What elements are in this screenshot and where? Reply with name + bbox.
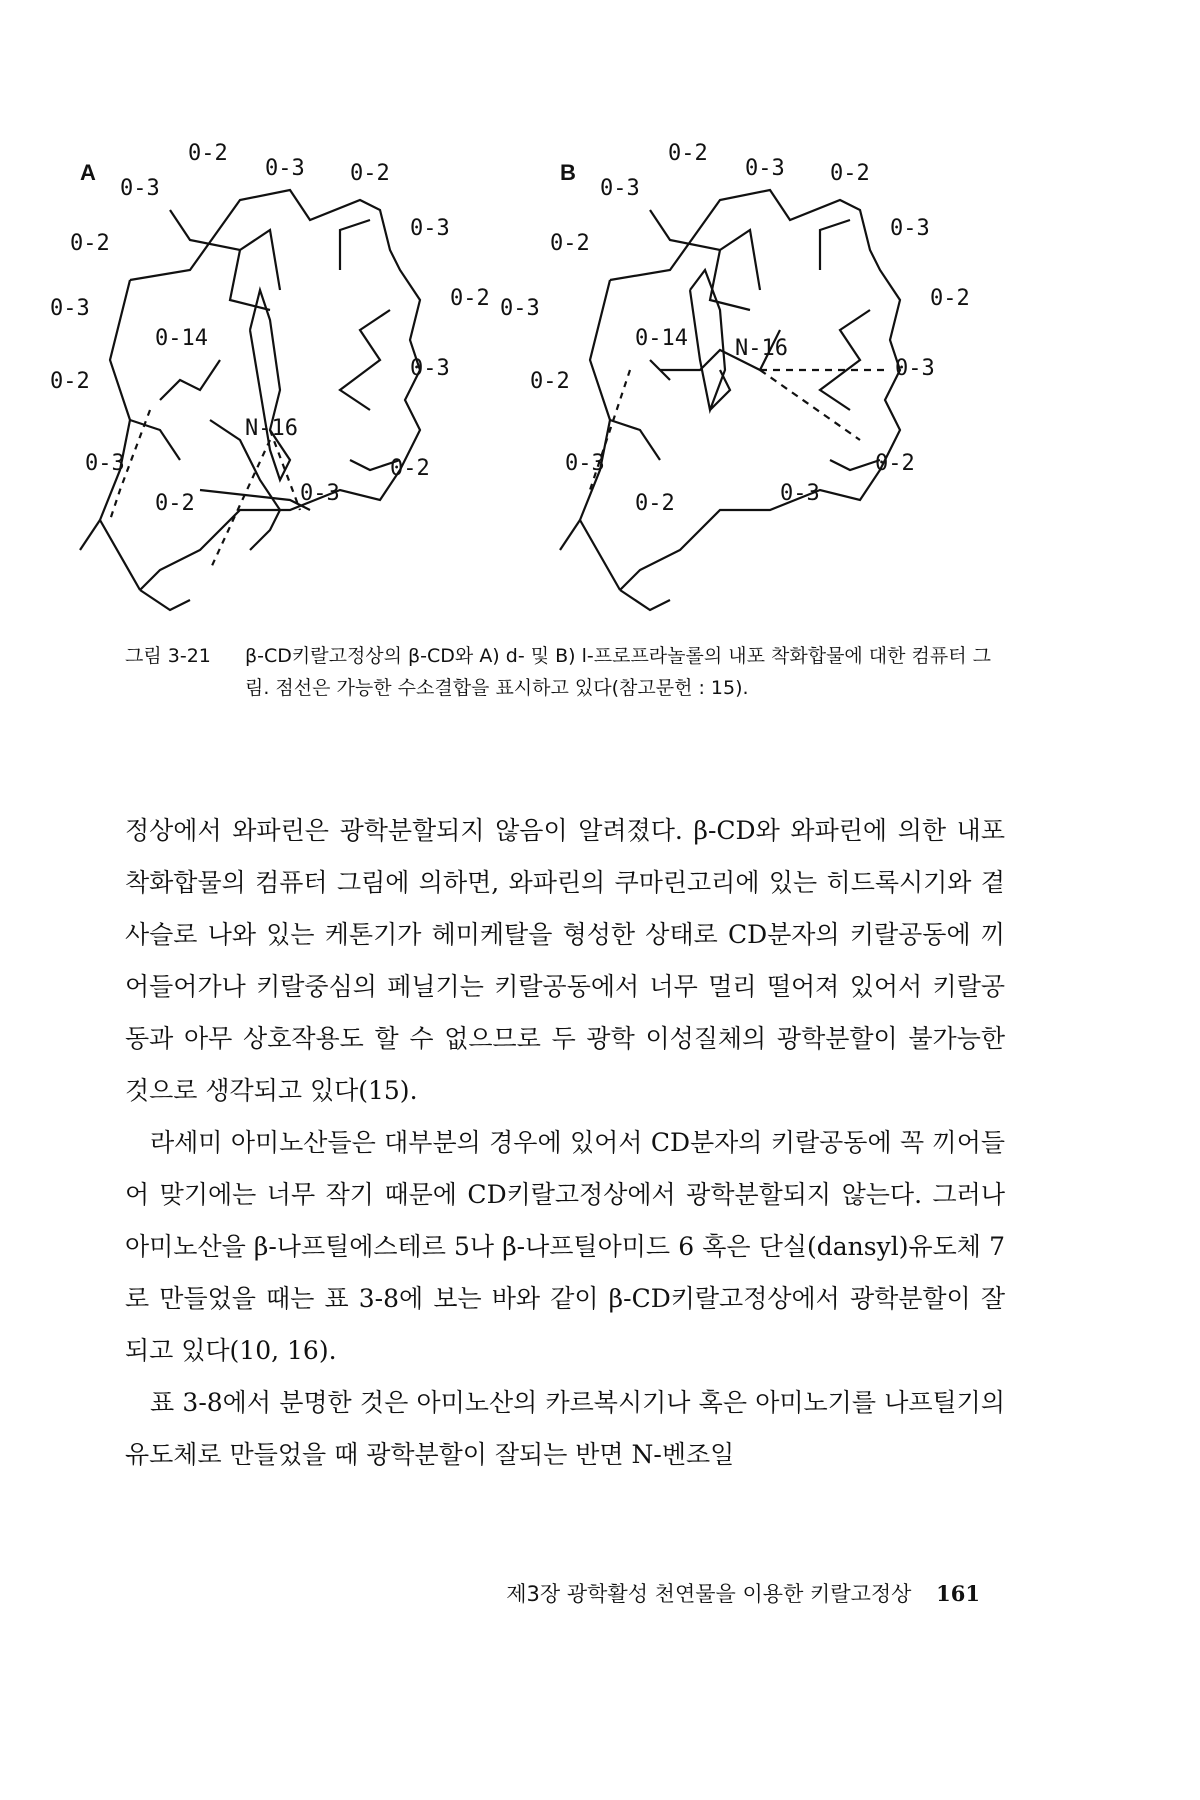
panel-b-label-10: 0-14 xyxy=(635,326,688,351)
panel-b-label-16: 0-3 xyxy=(780,481,820,506)
chapter-title: 제3장 광학활성 천연물을 이용한 키랄고정상 xyxy=(506,1582,912,1606)
panel-b-label-15: 0-2 xyxy=(635,491,675,516)
panel-a-label-8: 0-3 xyxy=(50,296,90,321)
panel-b-label-8: 0-3 xyxy=(500,296,540,321)
panel-b-label-9: 0-2 xyxy=(530,369,570,394)
panel-a-label-4: 0-3 xyxy=(265,156,305,181)
panel-b-label-13: 0-3 xyxy=(895,356,935,381)
panel-a-label-9: 0-2 xyxy=(50,369,90,394)
panel-b-label-11: N-16 xyxy=(735,336,788,361)
panel-a-label-14: 0-3 xyxy=(85,451,125,476)
panel-a-label-1: 0-2 xyxy=(188,141,228,166)
panel-b-label-6: 0-3 xyxy=(890,216,930,241)
panel-a-label-11: 0-2 xyxy=(390,456,430,481)
panel-b-label-3: 0-2 xyxy=(550,231,590,256)
panel-b-label: B xyxy=(560,160,576,185)
caption-text: β-CD키랄고정상의 β-CD와 A) d- 및 B) l-프로프라놀롤의 내포 착화합물에 대한 컴퓨터 그림. 점선은 가능한 수소결합을 표시하고 있다(참고문헌 : 15). xyxy=(245,645,992,699)
panel-a-label-12: 0-3 xyxy=(410,356,450,381)
page-number: 161 xyxy=(936,1581,980,1606)
panel-b xyxy=(500,141,970,610)
panel-a-label-6: 0-3 xyxy=(410,216,450,241)
paragraph-2: 라세미 아미노산들은 대부분의 경우에 있어서 CD분자의 키랄공동에 꼭 끼어들어 맞기에는 너무 작기 때문에 CD키랄고정상에서 광학분할되지 않는다. 그러나 아미노산을 β-나프틸에스테르 5나 β-나프틸아미드 6 혹은 단실(dansyl)유도체 7로 만들었을 때는 표 3-8에 보는 바와 같이 β-CD키랄고정상에서 광학분할이 잘되고 있다(10, 16). xyxy=(125,1128,1005,1365)
panel-b-label-14: 0-3 xyxy=(565,451,605,476)
paragraph-3: 표 3-8에서 분명한 것은 아미노산의 카르복시기나 혹은 아미노기를 나프틸기의 유도체로 만들었을 때 광학분할이 잘되는 반면 N-벤조일 xyxy=(125,1388,1005,1469)
figure-svg xyxy=(40,130,1120,620)
panel-b-label-5: 0-2 xyxy=(830,161,870,186)
figure-caption xyxy=(125,640,1005,704)
panel-a xyxy=(50,141,490,610)
panel-b-label-1: 0-2 xyxy=(668,141,708,166)
panel-b-label-7: 0-2 xyxy=(930,286,970,311)
panel-a-label-16: 0-3 xyxy=(300,481,340,506)
caption-label: 그림 3-21 xyxy=(125,645,211,667)
page-footer xyxy=(400,1578,980,1608)
figure-cyclodextrin-complexes xyxy=(40,130,1120,620)
panel-a-label: A xyxy=(80,160,96,185)
paragraph-1: 정상에서 와파린은 광학분할되지 않음이 알려졌다. β-CD와 와파린에 의한 내포 착화합물의 컴퓨터 그림에 의하면, 와파린의 쿠마린고리에 있는 히드록시기와 곁사슬로 나와 있는 케톤기가 헤미케탈을 형성한 상태로 CD분자의 키랄공동에 끼어들어가나 키랄중심의 페닐기는 키랄공동에서 너무 멀리 떨어져 있어서 키랄공동과 아무 상호작용도 할 수 없으므로 두 광학 이성질체의 광학분할이 불가능한 것으로 생각되고 있다(15). xyxy=(125,816,1005,1105)
panel-a-label-7: 0-2 xyxy=(450,286,490,311)
panel-a-label-10: 0-14 xyxy=(155,326,208,351)
panel-b-label-4: 0-3 xyxy=(745,156,785,181)
panel-b-label-2: 0-3 xyxy=(600,176,640,201)
panel-a-label-15: 0-2 xyxy=(155,491,195,516)
panel-a-label-13: N-16 xyxy=(245,416,298,441)
panel-a-label-3: 0-2 xyxy=(70,231,110,256)
body-text xyxy=(125,805,1005,1481)
panel-a-label-5: 0-2 xyxy=(350,161,390,186)
panel-a-label-2: 0-3 xyxy=(120,176,160,201)
panel-b-label-12: 0-2 xyxy=(875,451,915,476)
